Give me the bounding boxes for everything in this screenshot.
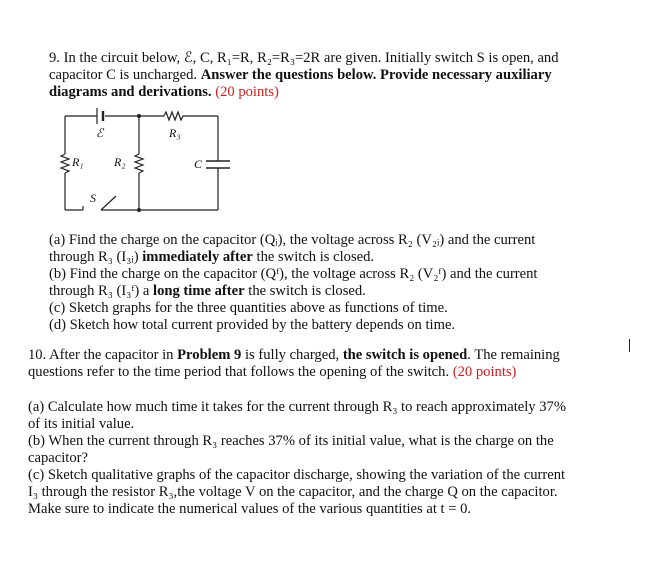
emf-label: ℰ [96, 126, 104, 140]
problem9-questions [49, 232, 538, 334]
problem10-points: (20 points) [452, 364, 517, 380]
q9b-line1: (b) Find the charge on the capacitor (Qᶠ), the voltage across R₂ (V₂ᶠ) and the current [49, 266, 538, 282]
resistor-r1 [61, 154, 69, 173]
problem9-intro-line3: diagrams and derivations. (20 points) [49, 84, 279, 100]
r3-label: R₃ [169, 126, 181, 140]
circuit-diagram [40, 100, 240, 218]
q10c-line3: Make sure to indicate the numerical values of the various quantities at t = 0. [28, 501, 472, 517]
capacitor-label: C [194, 157, 203, 171]
q10c-line1: (c) Sketch qualitative graphs of the capacitor discharge, showing the variation of the current [28, 467, 566, 483]
q9c: (c) Sketch graphs for the three quantities above as functions of time. [49, 300, 448, 316]
q10a-line2: of its initial value. [28, 416, 135, 432]
text-cursor [629, 339, 630, 352]
q9b-line2: through R₃ (I₃ᶠ) a long time after the switch is closed. [49, 283, 366, 299]
q10a-line1: (a) Calculate how much time it takes for the current through R₃ to reach approximately 37% [28, 399, 566, 415]
junction-top [137, 114, 141, 118]
problem10-intro-line2: questions refer to the time period that follows the opening of the switch. (20 points) [28, 364, 517, 380]
switch-label: S [90, 191, 96, 205]
q9d: (d) Sketch how total current provided by the battery depends on time. [49, 317, 456, 333]
q10b-line1: (b) When the current through R₃ reaches 37% of its initial value, what is the charge on the [28, 433, 554, 449]
problem9-intro-line1: 9. In the circuit below, ℰ, C, R₁=R, R₂=R₃=2R are given. Initially switch S is open, and [49, 50, 559, 66]
r1-label: R₁ [72, 155, 84, 169]
problem9-intro-line2: capacitor C is uncharged. Answer the questions below. Provide necessary auxiliary [49, 67, 552, 83]
problem10-questions [28, 399, 566, 518]
switch-lever [101, 196, 116, 210]
resistor-r3 [164, 112, 185, 120]
q10c-line2: I₃ through the resistor R₃,the voltage V on the capacitor, and the charge Q on the capacitor. [28, 484, 558, 500]
problem9-intro [49, 50, 559, 101]
resistor-r2 [135, 154, 143, 173]
r2-label: R₂ [114, 155, 126, 169]
problem10-intro-line1: 10. After the capacitor in Problem 9 is fully charged, the switch is opened. The remaining [28, 347, 560, 363]
junction-bottom [137, 208, 141, 212]
q10b-line2: capacitor? [28, 450, 88, 466]
problem9-points: (20 points) [215, 84, 279, 100]
problem10-intro [28, 347, 560, 381]
q9a-line2: through R₃ (I₃ᵢ) immediately after the switch is closed. [49, 249, 375, 265]
q9a-line1: (a) Find the charge on the capacitor (Qᵢ), the voltage across R₂ (V₂ᵢ) and the current [49, 232, 536, 248]
